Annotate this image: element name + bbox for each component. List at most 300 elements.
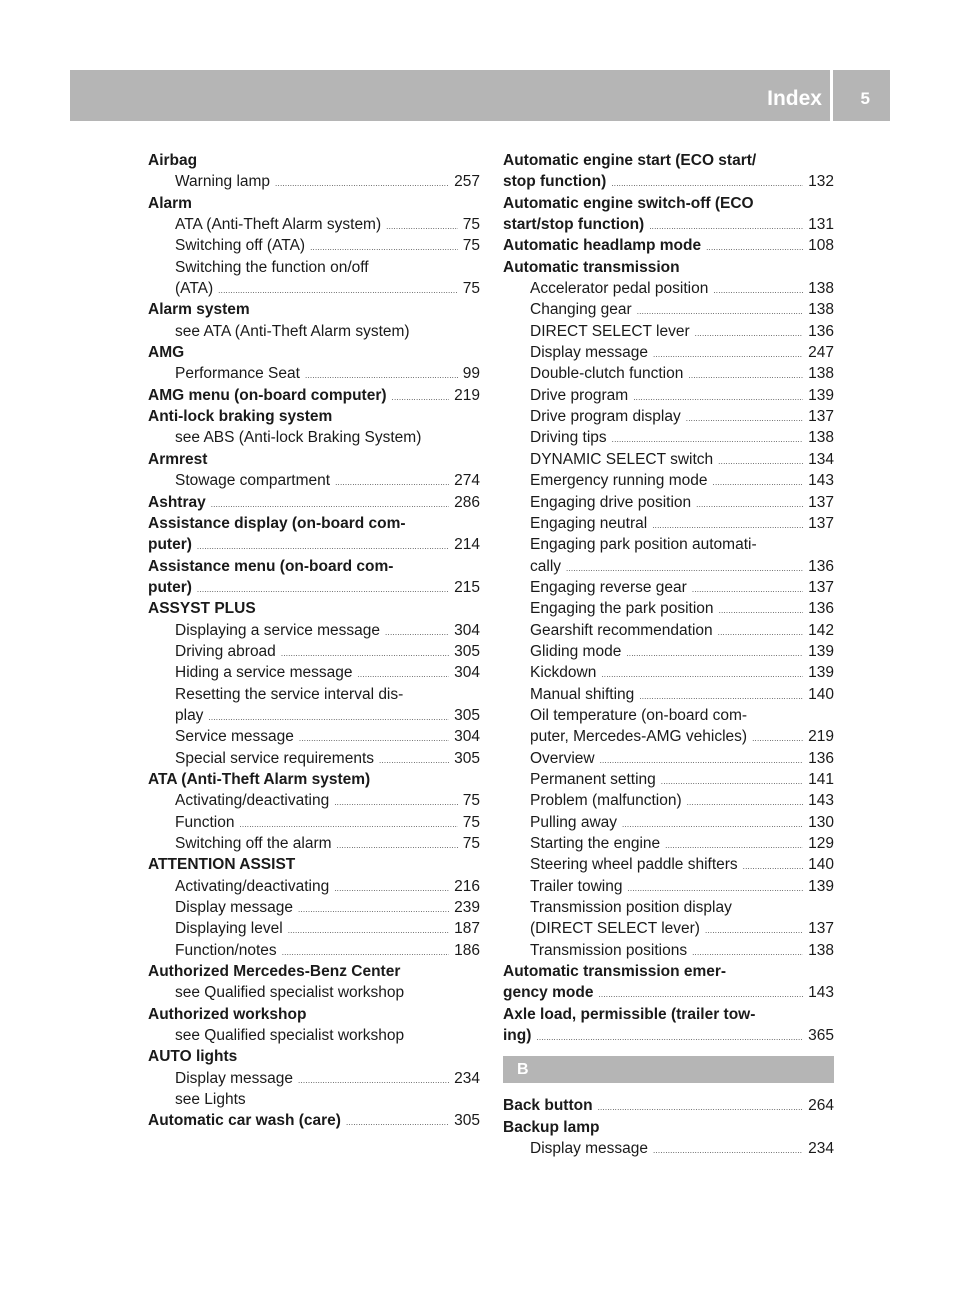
index-sub-entry [503, 513, 834, 534]
entry-page-ref: 75 [462, 792, 480, 810]
section-header-b: B [503, 1056, 834, 1083]
index-main-entry [148, 769, 480, 790]
entry-page-ref: 143 [808, 472, 834, 490]
entry-term: play [175, 706, 204, 724]
leader-dots [566, 556, 803, 577]
entry-term: Automatic transmission [503, 258, 680, 276]
entry-term: Transmission position display [530, 899, 732, 917]
index-sub-entry [503, 385, 834, 406]
leader-dots [692, 577, 803, 598]
leader-dots [752, 726, 803, 747]
index-sub-entry [503, 726, 834, 747]
page-number: 5 [860, 89, 870, 108]
leader-dots [649, 214, 803, 235]
entry-page-ref: 305 [454, 642, 480, 660]
left-column [148, 150, 480, 1132]
entry-page-ref: 139 [808, 877, 834, 895]
entry-page-ref: 75 [462, 237, 480, 255]
entry-term: ATTENTION ASSIST [148, 856, 296, 874]
entry-page-ref: 138 [808, 301, 834, 319]
entry-term: Hiding a service message [175, 664, 353, 682]
leader-dots [208, 705, 449, 726]
leader-dots [696, 492, 803, 513]
entry-page-ref: 141 [808, 770, 834, 788]
entry-page-ref: 257 [454, 173, 480, 191]
entry-page-ref: 304 [454, 728, 480, 746]
entry-page-ref: 215 [454, 578, 480, 596]
index-main-entry [148, 150, 480, 171]
entry-term: Activating/deactivating [175, 792, 330, 810]
entry-term: Automatic car wash (care) [148, 1112, 341, 1130]
entry-term: Display message [530, 344, 649, 362]
index-sub-entry [148, 1089, 480, 1110]
leader-dots [288, 918, 449, 939]
entry-term: Kickdown [530, 664, 597, 682]
entry-term: Backup lamp [503, 1118, 600, 1136]
leader-dots [665, 833, 803, 854]
index-main-entry [148, 193, 480, 214]
index-sub-entry [148, 833, 480, 854]
entry-page-ref: 239 [454, 899, 480, 917]
entry-term: Starting the engine [530, 835, 661, 852]
index-sub-entry [503, 854, 834, 875]
index-sub-entry [503, 598, 834, 619]
index-sub-entry [503, 812, 834, 833]
entry-term: AUTO lights [148, 1048, 238, 1066]
entry-page-ref: 129 [808, 835, 834, 852]
index-main-entry [503, 235, 834, 256]
index-sub-entry [148, 641, 480, 662]
leader-dots [622, 812, 803, 833]
entry-page-ref: 187 [454, 920, 480, 938]
leader-dots [392, 385, 450, 406]
entry-page-ref: 131 [808, 216, 834, 234]
entry-term: Engaging park position automati- [530, 536, 757, 554]
entry-page-ref: 139 [808, 386, 834, 404]
index-sub-entry [503, 406, 834, 427]
index-main-entry [148, 406, 480, 427]
entry-term: see Qualified specialist workshop [175, 984, 405, 1002]
entry-page-ref: 286 [454, 493, 480, 511]
entry-term: Changing gear [530, 301, 632, 319]
index-sub-entry [148, 427, 480, 448]
index-sub-entry [148, 876, 480, 897]
entry-term: Service message [175, 728, 294, 746]
entry-term: Display message [530, 1140, 649, 1158]
leader-dots [661, 769, 803, 790]
index-main-entry [503, 961, 834, 982]
leader-dots [601, 662, 803, 683]
index-sub-entry [148, 982, 480, 1003]
entry-term: Engaging reverse gear [530, 578, 687, 596]
entry-page-ref: 219 [454, 386, 480, 404]
entry-term: DYNAMIC SELECT switch [530, 450, 714, 468]
leader-dots [695, 321, 803, 342]
entry-page-ref: 305 [454, 749, 480, 767]
entry-term: ing) [503, 1027, 532, 1045]
index-sub-entry [148, 684, 480, 705]
entry-term: Alarm system [148, 301, 250, 319]
leader-dots [686, 406, 803, 427]
entry-term: (DIRECT SELECT lever) [530, 920, 700, 938]
leader-dots [719, 598, 804, 619]
index-main-entry [503, 982, 834, 1003]
index-sub-entry [503, 342, 834, 363]
leader-dots [718, 620, 803, 641]
entry-term: Ashtray [148, 493, 206, 511]
index-sub-entry [503, 1138, 834, 1159]
leader-dots [688, 363, 803, 384]
entry-page-ref: 130 [808, 813, 834, 831]
entry-term: Steering wheel paddle shifters [530, 856, 738, 874]
index-main-entry [148, 598, 480, 619]
entry-page-ref: 136 [808, 322, 834, 340]
index-main-entry [503, 150, 834, 171]
leader-dots [211, 492, 449, 513]
entry-term: AMG menu (on-board computer) [148, 386, 387, 404]
leader-dots [718, 449, 803, 470]
entry-page-ref: 137 [808, 920, 834, 938]
leader-dots [600, 748, 804, 769]
entry-term: Display message [175, 1069, 294, 1087]
header-bar [70, 70, 890, 121]
entry-page-ref: 137 [808, 514, 834, 532]
entry-term: (ATA) [175, 280, 214, 298]
entry-term: ATA (Anti-Theft Alarm system) [148, 770, 371, 788]
entry-page-ref: 138 [808, 280, 834, 298]
entry-page-ref: 138 [808, 429, 834, 447]
entry-term: Authorized workshop [148, 1005, 307, 1023]
leader-dots [652, 513, 803, 534]
entry-term: Displaying a service message [175, 621, 381, 639]
entry-term: Gearshift recommendation [530, 621, 713, 639]
entry-page-ref: 304 [454, 664, 480, 682]
index-sub-entry [148, 812, 480, 833]
entry-page-ref: 264 [808, 1097, 834, 1115]
index-main-entry [503, 257, 834, 278]
entry-term: gency mode [503, 984, 594, 1002]
entry-term: Driving abroad [175, 642, 276, 660]
index-sub-entry [503, 299, 834, 320]
leader-dots [687, 790, 804, 811]
index-sub-entry [148, 748, 480, 769]
entry-page-ref: 234 [454, 1069, 480, 1087]
leader-dots [386, 214, 458, 235]
entry-term: Overview [530, 749, 595, 767]
entry-page-ref: 186 [454, 941, 480, 959]
entry-term: Transmission positions [530, 941, 688, 959]
entry-page-ref: 134 [808, 450, 834, 468]
entry-term: start/stop function) [503, 216, 645, 234]
index-sub-entry [503, 662, 834, 683]
leader-dots [334, 790, 458, 811]
entry-term: see ATA (Anti-Theft Alarm system) [175, 322, 410, 340]
index-main-entry [503, 193, 834, 214]
index-main-entry [148, 534, 480, 555]
entry-page-ref: 274 [454, 472, 480, 490]
entry-term: Switching off the alarm [175, 835, 332, 852]
entry-term: Authorized Mercedes-Benz Center [148, 963, 401, 981]
entry-term: Function [175, 813, 235, 831]
index-sub-entry [503, 449, 834, 470]
entry-term: Airbag [148, 152, 198, 169]
entry-term: Double-clutch function [530, 365, 684, 383]
leader-dots [633, 385, 803, 406]
index-sub-entry [148, 620, 480, 641]
entry-page-ref: 137 [808, 578, 834, 596]
entry-page-ref: 142 [808, 621, 834, 639]
entry-page-ref: 143 [808, 792, 834, 810]
entry-term: Pulling away [530, 813, 618, 831]
entry-term: AMG [148, 344, 185, 362]
index-sub-entry [503, 641, 834, 662]
entry-page-ref: 138 [808, 941, 834, 959]
index-main-entry [148, 961, 480, 982]
leader-dots [598, 982, 803, 1003]
entry-term: Back button [503, 1097, 593, 1115]
leader-dots [637, 299, 803, 320]
leader-dots [197, 577, 449, 598]
entry-page-ref: 108 [808, 237, 834, 255]
index-sub-entry [503, 897, 834, 918]
leader-dots [335, 470, 449, 491]
entry-page-ref: 136 [808, 600, 834, 618]
right-column [503, 150, 834, 1159]
entry-page-ref: 143 [808, 984, 834, 1002]
leader-dots [357, 662, 449, 683]
entry-page-ref: 75 [462, 280, 480, 298]
index-sub-entry [148, 470, 480, 491]
entry-term: Automatic transmission emer- [503, 963, 727, 981]
index-sub-entry [503, 492, 834, 513]
entry-term: Performance Seat [175, 365, 300, 383]
entry-term: Assistance display (on-board com- [148, 514, 406, 532]
leader-dots [305, 363, 458, 384]
leader-dots [536, 1025, 803, 1046]
leader-dots [743, 854, 803, 875]
entry-term: Alarm [148, 194, 192, 212]
index-sub-entry [148, 726, 480, 747]
index-sub-entry [503, 940, 834, 961]
entry-term: Activating/deactivating [175, 877, 330, 895]
leader-dots [627, 876, 803, 897]
entry-page-ref: 137 [808, 493, 834, 511]
entry-term: Driving tips [530, 429, 607, 447]
entry-page-ref: 247 [808, 344, 834, 362]
index-sub-entry [503, 918, 834, 939]
entry-term: Axle load, permissible (trailer tow- [503, 1005, 756, 1023]
index-sub-entry [503, 705, 834, 726]
entry-term: Armrest [148, 450, 208, 468]
index-main-entry [148, 299, 480, 320]
leader-dots [334, 876, 449, 897]
entry-term: see Lights [175, 1091, 246, 1109]
entry-term: Permanent setting [530, 770, 656, 788]
entry-term: puter, Mercedes-AMG vehicles) [530, 728, 748, 746]
entry-page-ref: 139 [808, 642, 834, 660]
entry-term: Oil temperature (on-board com- [530, 706, 748, 724]
entry-term: Manual shifting [530, 685, 635, 703]
leader-dots [346, 1110, 449, 1131]
entry-term: Warning lamp [175, 173, 271, 191]
leader-dots [281, 641, 449, 662]
index-sub-entry [148, 705, 480, 726]
index-sub-entry [148, 321, 480, 342]
leader-dots [706, 235, 803, 256]
index-sub-entry [503, 278, 834, 299]
index-sub-entry [503, 769, 834, 790]
entry-page-ref: 216 [454, 877, 480, 895]
entry-term: Function/notes [175, 941, 277, 959]
entry-page-ref: 304 [454, 621, 480, 639]
entry-term: puter) [148, 578, 192, 596]
leader-dots [612, 427, 803, 448]
entry-page-ref: 140 [808, 856, 834, 874]
index-sub-entry [148, 897, 480, 918]
entry-page-ref: 75 [462, 216, 480, 234]
entry-page-ref: 137 [808, 408, 834, 426]
index-sub-entry [503, 470, 834, 491]
index-sub-entry [503, 534, 834, 555]
entry-term: Gliding mode [530, 642, 622, 660]
index-sub-entry [503, 321, 834, 342]
index-sub-entry [503, 790, 834, 811]
entry-term: ATA (Anti-Theft Alarm system) [175, 216, 382, 234]
entry-term: Display message [175, 899, 294, 917]
index-main-entry [148, 1004, 480, 1025]
entry-page-ref: 214 [454, 536, 480, 554]
entry-page-ref: 219 [808, 728, 834, 746]
leader-dots [299, 726, 449, 747]
entry-term: Accelerator pedal position [530, 280, 709, 298]
leader-dots [197, 534, 449, 555]
entry-term: see ABS (Anti-lock Braking System) [175, 429, 422, 447]
index-main-entry [503, 171, 834, 192]
leader-dots [626, 641, 803, 662]
leader-dots [598, 1095, 804, 1116]
index-main-entry [503, 1004, 834, 1025]
index-main-entry [148, 577, 480, 598]
entry-term: Anti-lock braking system [148, 408, 333, 426]
index-sub-entry [148, 171, 480, 192]
entry-term: Engaging neutral [530, 514, 648, 532]
leader-dots [653, 342, 803, 363]
index-main-entry [503, 1025, 834, 1046]
entry-term: Emergency running mode [530, 472, 708, 490]
index-sub-entry [503, 363, 834, 384]
entry-term: see Qualified specialist workshop [175, 1027, 405, 1045]
leader-dots [337, 833, 458, 854]
leader-dots [713, 470, 804, 491]
header-separator [830, 70, 833, 121]
index-sub-entry [503, 833, 834, 854]
index-sub-entry [148, 918, 480, 939]
index-main-entry [148, 385, 480, 406]
entry-term: Switching the function on/off [175, 258, 369, 276]
entry-term: Automatic engine switch-off (ECO [503, 194, 754, 212]
entry-term: stop function) [503, 173, 607, 191]
entry-page-ref: 365 [808, 1027, 834, 1045]
entry-page-ref: 136 [808, 557, 834, 575]
index-main-entry [503, 1095, 834, 1116]
index-sub-entry [148, 235, 480, 256]
entry-page-ref: 139 [808, 664, 834, 682]
leader-dots [298, 897, 449, 918]
entry-page-ref: 305 [454, 706, 480, 724]
header-title: Index [767, 87, 822, 110]
index-main-entry [148, 556, 480, 577]
index-sub-entry [503, 556, 834, 577]
entry-term: Trailer towing [530, 877, 623, 895]
entry-term: Displaying level [175, 920, 283, 938]
index-sub-entry [148, 1025, 480, 1046]
entry-page-ref: 75 [462, 813, 480, 831]
entry-term: ASSYST PLUS [148, 600, 256, 618]
leader-dots [239, 812, 457, 833]
index-sub-entry [148, 214, 480, 235]
entry-page-ref: 305 [454, 1112, 480, 1130]
entry-term: Problem (malfunction) [530, 792, 682, 810]
entry-page-ref: 75 [462, 835, 480, 852]
leader-dots [310, 235, 458, 256]
index-main-entry [148, 342, 480, 363]
index-sub-entry [148, 662, 480, 683]
index-sub-entry [503, 620, 834, 641]
index-main-entry [148, 1110, 480, 1131]
index-sub-entry [148, 790, 480, 811]
index-sub-entry [503, 577, 834, 598]
index-sub-entry [148, 940, 480, 961]
index-main-entry [148, 449, 480, 470]
entry-page-ref: 136 [808, 749, 834, 767]
entry-term: Resetting the service interval dis- [175, 685, 404, 703]
leader-dots [692, 940, 803, 961]
index-main-entry [148, 492, 480, 513]
index-main-entry [148, 854, 480, 875]
index-sub-entry [148, 363, 480, 384]
index-main-entry [503, 214, 834, 235]
entry-page-ref: 99 [462, 365, 480, 383]
index-main-entry [148, 1046, 480, 1067]
index-sub-entry [503, 748, 834, 769]
entry-page-ref: 132 [808, 173, 834, 191]
entry-page-ref: 138 [808, 365, 834, 383]
leader-dots [385, 620, 449, 641]
index-sub-entry [148, 257, 480, 278]
entry-term: Engaging the park position [530, 600, 714, 618]
index-sub-entry [148, 1068, 480, 1089]
index-sub-entry [503, 684, 834, 705]
leader-dots [275, 171, 449, 192]
entry-term: cally [530, 557, 562, 575]
index-sub-entry [503, 876, 834, 897]
leader-dots [379, 748, 449, 769]
index-sub-entry [503, 427, 834, 448]
entry-term: puter) [148, 536, 192, 554]
index-main-entry [148, 513, 480, 534]
entry-term: Special service requirements [175, 749, 375, 767]
entry-page-ref: 234 [808, 1140, 834, 1158]
leader-dots [298, 1068, 449, 1089]
entry-term: Drive program [530, 386, 629, 404]
index-sub-entry [148, 278, 480, 299]
leader-dots [639, 684, 803, 705]
leader-dots [611, 171, 803, 192]
leader-dots [218, 278, 458, 299]
entry-term: Assistance menu (on-board com- [148, 557, 394, 575]
entry-term: Automatic headlamp mode [503, 237, 702, 255]
entry-term: Automatic engine start (ECO start/ [503, 152, 757, 169]
